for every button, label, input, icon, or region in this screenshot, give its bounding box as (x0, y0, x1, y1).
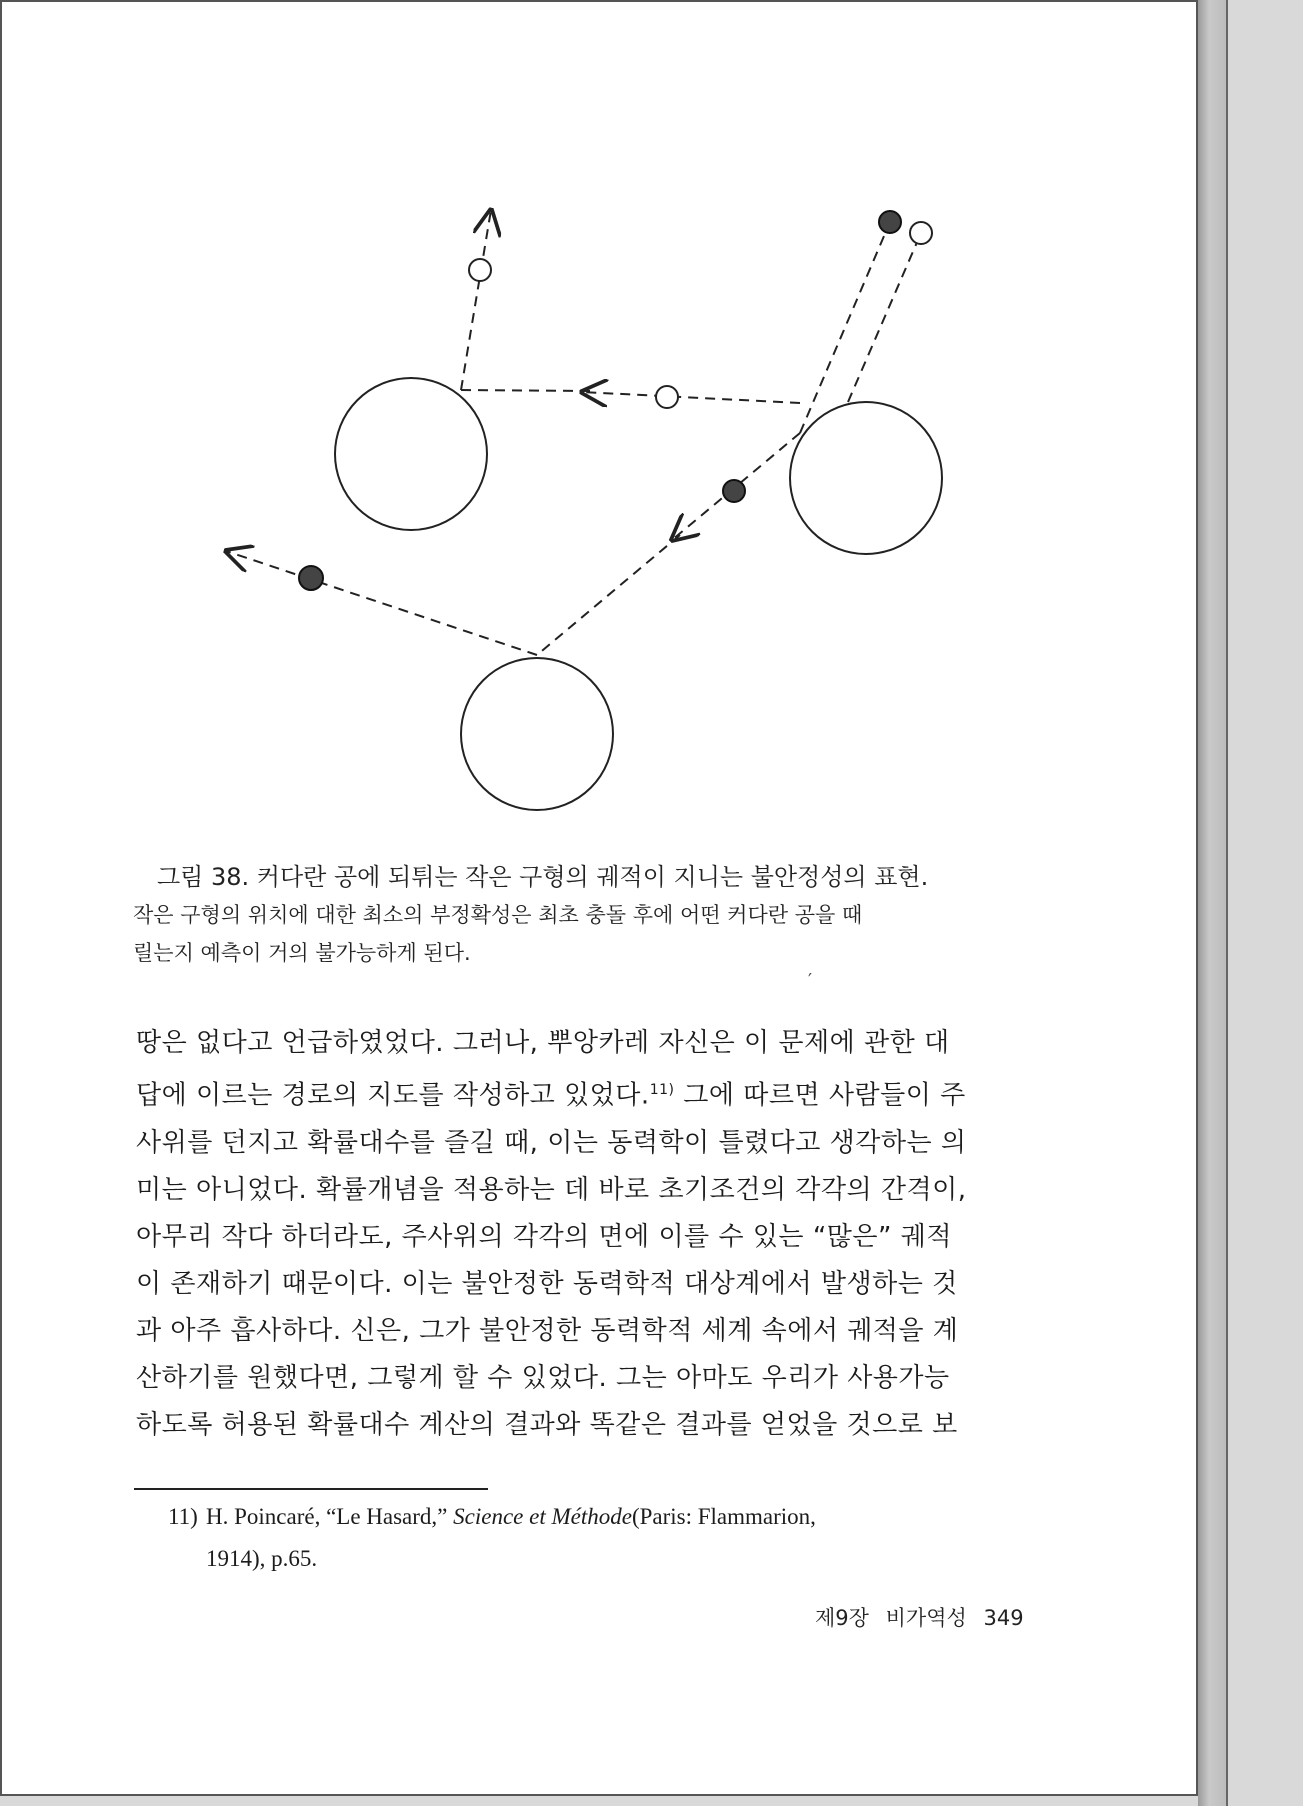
body-line-2 (136, 1067, 1060, 1120)
footnote-line-2: 1914), p.65. (206, 1546, 318, 1571)
page-stack-edge (1198, 0, 1228, 1806)
page-number: 349 (983, 1606, 1024, 1630)
large-ball-right (790, 402, 942, 554)
footnote-reference: 11) (649, 1082, 675, 1098)
filled-particle-right (879, 211, 901, 233)
path-left (226, 551, 537, 655)
open-particle-middle (656, 386, 678, 408)
filled-particle-left (299, 566, 323, 590)
stray-mark: ′ (808, 970, 813, 991)
body-line-6: 이 존재하기 때문이다. 이는 불안정한 동력학적 대상계에서 발생하는 것 (136, 1268, 958, 1299)
body-paragraph (136, 1020, 1060, 1449)
body-line-3: 사위를 던지고 확률대수를 즐길 때, 이는 동력학이 틀렸다고 생각하는 의 (136, 1127, 967, 1158)
body-line-5: 아무리 작다 하더라도, 주사위의 각각의 면에 이를 수 있는 “많은” 궤적 (136, 1221, 952, 1252)
path-open-return (848, 233, 921, 402)
figure-caption (133, 858, 1013, 972)
footer-chapter: 제9장 (815, 1606, 869, 1630)
body-line-7: 과 아주 흡사하다. 신은, 그가 불안정한 동력학적 세계 속에서 궤적을 계 (136, 1315, 959, 1346)
body-line-9: 하도록 허용된 확률대수 계산의 결과와 똑같은 결과를 얻었을 것으로 보 (136, 1409, 958, 1440)
footnote-publisher: (Paris: Flammarion, (631, 1504, 816, 1529)
footnote-author: H. Poincaré, “Le Hasard,” (206, 1504, 454, 1529)
caption-line-2: 작은 구형의 위치에 대한 최소의 부정확성은 최초 충돌 후에 어떤 커다란 공을 때 (133, 903, 863, 927)
footer-section: 비가역성 (885, 1606, 967, 1630)
footnote-title: Science et Méthode (453, 1504, 632, 1529)
caption-line-3: 릴는지 예측이 거의 불가능하게 된다. (133, 941, 471, 965)
open-particle-top (469, 259, 491, 281)
large-ball-bottom (461, 658, 613, 810)
footnote-line-1 (168, 1496, 1068, 1538)
caption-line-1: 그림 38. 커다란 공에 되튀는 작은 구형의 궤적이 지니는 불안정성의 표현. (157, 863, 929, 891)
path-filled-up (800, 222, 890, 433)
open-particle-right (910, 222, 932, 244)
body-line-1: 땅은 없다고 언급하였었다. 그러나, 뿌앙카레 자신은 이 문제에 관한 대 (136, 1028, 950, 1058)
path-top-up (461, 210, 491, 390)
path-diagonal-lower (537, 535, 680, 655)
body-line-2-text: 답에 이르는 경로의 지도를 작성하고 있었다. (136, 1080, 650, 1111)
footnote-number: 11) (168, 1504, 198, 1529)
body-line-2-tail: 그에 따르면 사람들이 주 (674, 1080, 966, 1111)
body-line-8: 산하기를 원했다면, 그렇게 할 수 있었다. 그는 아마도 우리가 사용가능 (136, 1362, 950, 1393)
body-line-4: 미는 아니었다. 확률개념을 적용하는 데 바로 초기조건의 각각의 간격이, (136, 1174, 967, 1205)
running-footer (815, 1602, 1024, 1632)
large-ball-left (335, 378, 487, 530)
footnote (168, 1496, 1068, 1580)
path-horizontal-left (461, 390, 590, 391)
filled-particle-center (723, 480, 745, 502)
path-horizontal (582, 392, 800, 403)
trajectory-figure (0, 0, 1198, 850)
footnote-divider (134, 1488, 488, 1490)
